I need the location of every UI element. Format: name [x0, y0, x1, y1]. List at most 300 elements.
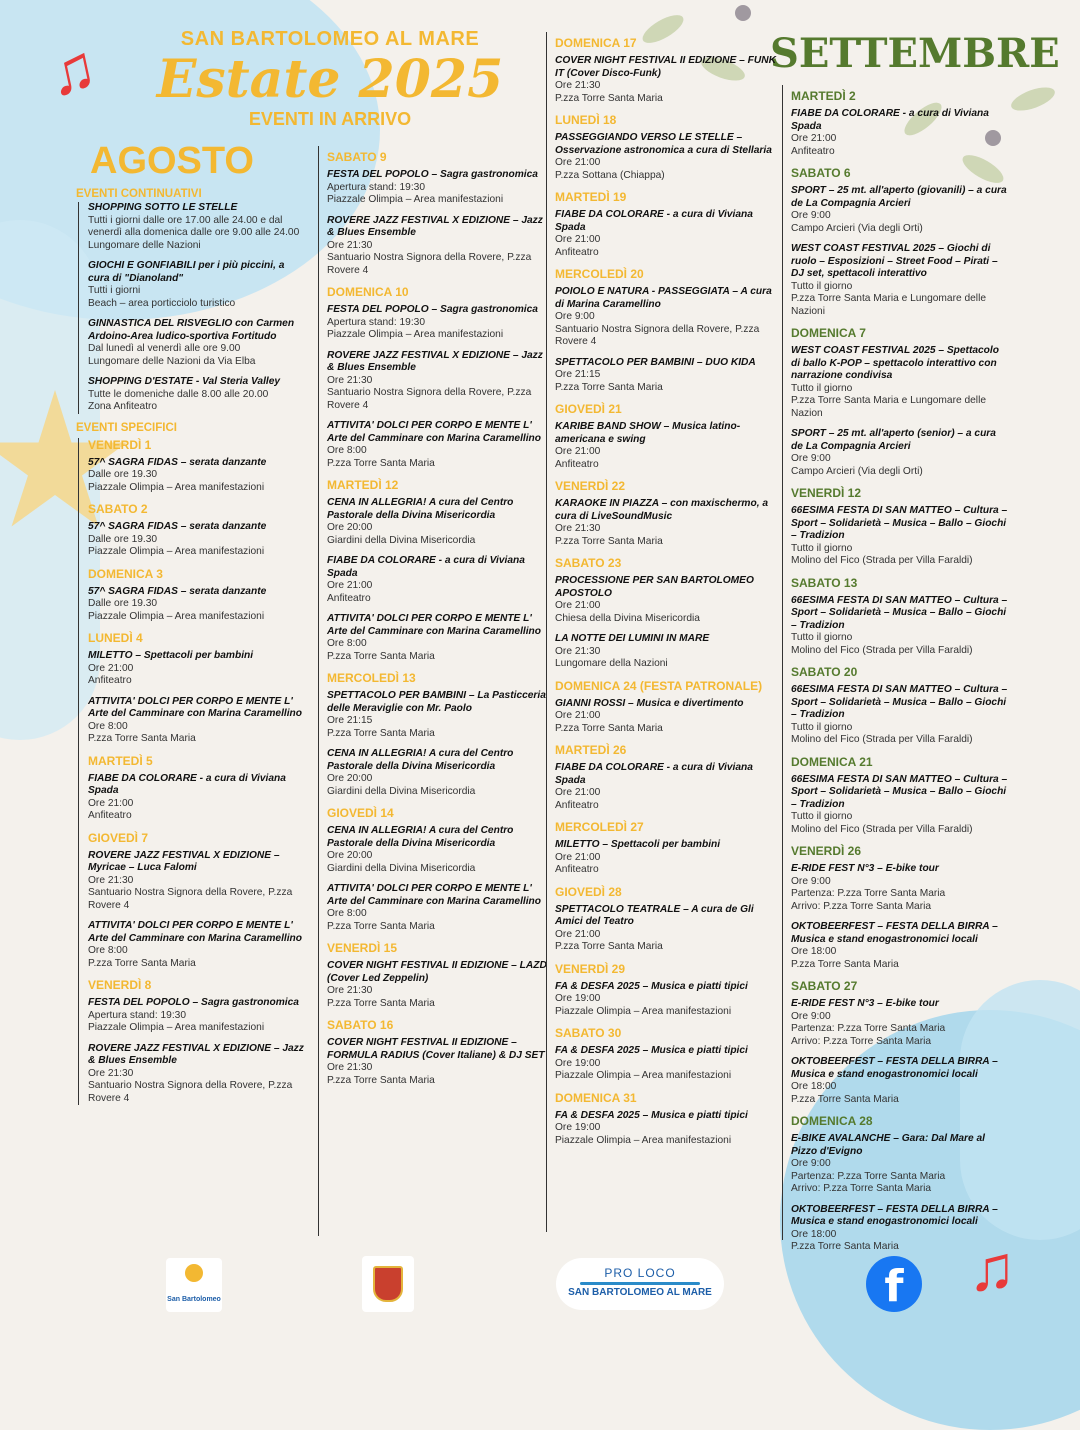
event-detail: Apertura stand: 19:30 [327, 316, 425, 328]
day-heading: GIOVEDÌ 14 [327, 806, 394, 820]
event-detail: Ore 9:00 [791, 1158, 831, 1169]
event-item [555, 357, 780, 395]
event-title: E-RIDE FEST N°3 – E-bike tour [791, 998, 939, 1009]
event-item [88, 1043, 304, 1106]
specifici-list [78, 438, 304, 1106]
event-title: LA NOTTE DEI LUMINI IN MARE [555, 633, 710, 644]
event-title: FIABE DA COLORARE - a cura di Viviana Spada [88, 772, 286, 796]
column-3 [546, 32, 780, 1232]
event-detail: P.zza Torre Santa Maria [327, 1074, 435, 1086]
day-heading: MERCOLEDÌ 20 [555, 267, 644, 281]
event-title: ATTIVITA' DOLCI PER CORPO E MENTE L' Arte del Camminare con Marina Caramellino [327, 613, 542, 637]
event-detail: Piazzale Olimpia – Area manifestazioni [555, 1070, 732, 1081]
event-title: CENA IN ALLEGRIA! A cura del Centro Pastorale della Divina Misericordia [327, 825, 514, 849]
music-note-icon: ♫ [41, 29, 103, 111]
event-detail: Partenza: P.zza Torre Santa Maria [791, 1023, 946, 1034]
event-title: FESTA DEL POPOLO – Sagra gastronomica [327, 304, 538, 315]
day-heading: MARTEDÌ 26 [555, 743, 627, 757]
day-heading: DOMENICA 3 [88, 566, 163, 581]
event-title: FIABE DA COLORARE - a cura di Viviana Spada [555, 209, 753, 233]
event-title: SHOPPING D'ESTATE - Val Steria Valley [88, 376, 281, 387]
event-detail: Ore 18:00 [791, 946, 837, 957]
event-detail: P.zza Torre Santa Maria [327, 997, 435, 1009]
event-detail: Piazzale Olimpia – Area manifestazioni [555, 1005, 732, 1017]
event-detail: Ore 21:00 [555, 787, 601, 798]
event-detail: Ore 20:00 [327, 773, 373, 784]
event-title: ROVERE JAZZ FESTIVAL X EDIZIONE – Jazz & Blues Ensemble [327, 214, 543, 238]
event-detail: Ore 9:00 [791, 1010, 831, 1022]
event-detail: Santuario Nostra Signora della Rovere, P.zza Rovere 4 [327, 252, 532, 276]
san-bartolomeo-logo [166, 1258, 222, 1312]
event-title: ROVERE JAZZ FESTIVAL X EDIZIONE – Jazz & Blues Ensemble [327, 349, 543, 373]
event-detail: Apertura stand: 19:30 [327, 181, 425, 193]
day-heading: SABATO 23 [555, 556, 622, 570]
event-item [88, 586, 304, 624]
event-title: COVER NIGHT FESTIVAL II EDIZIONE – FUNK IT (Cover Disco-Funk) [555, 55, 776, 79]
event-detail: Ore 9:00 [791, 210, 831, 221]
event-detail: P.zza Torre Santa Maria e Lungomare delle Nazioni [791, 293, 986, 317]
event-title: 66ESIMA FESTA DI SAN MATTEO – Cultura – Sport – Solidarietà – Musica – Ballo – Giochi – Tradizion [791, 773, 1008, 810]
event-detail: Tutto il giorno [791, 542, 853, 554]
section-title-specifici: EVENTI SPECIFICI [76, 421, 177, 434]
event-title: E-BIKE AVALANCHE – Gara: Dal Mare al Pizzo d'Evigno [791, 1133, 985, 1157]
event-item [791, 595, 1008, 658]
event-item [88, 260, 304, 310]
event-detail: Anfiteatro [555, 246, 599, 258]
event-detail: Beach – area porticciolo turistico [88, 297, 236, 309]
event-detail: Ore 8:00 [327, 638, 367, 649]
event-detail: Ore 21:00 [555, 446, 601, 457]
event-item [327, 1037, 550, 1087]
event-detail: Anfiteatro [88, 675, 132, 686]
event-item [555, 575, 780, 625]
logo-text: San Bartolomeo [167, 1296, 221, 1303]
event-detail: Ore 20:00 [327, 522, 373, 533]
poster-header [130, 28, 530, 130]
event-detail: P.zza Sottana (Chiappa) [555, 169, 665, 181]
column-2 [318, 146, 550, 1236]
day-heading: VENERDÌ 26 [791, 844, 862, 858]
event-item [555, 981, 780, 1019]
event-item [791, 774, 1008, 837]
day-heading: VENERDÌ 8 [88, 978, 152, 992]
day-heading: VENERDÌ 1 [88, 437, 152, 452]
day-heading: MARTEDÌ 19 [555, 190, 627, 204]
event-title: 66ESIMA FESTA DI SAN MATTEO – Cultura – Sport – Solidarietà – Musica – Ballo – Giochi – Tradizion [791, 505, 1008, 541]
event-title: COVER NIGHT FESTIVAL II EDIZIONE – LAZD (Cover Led Zeppelin) [327, 960, 547, 984]
event-detail: Anfiteatro [555, 864, 599, 875]
town-name: SAN BARTOLOMEO AL MARE [180, 28, 480, 50]
event-detail: Tutto il giorno [791, 632, 853, 643]
event-item [327, 883, 550, 933]
event-item [88, 696, 304, 746]
event-title: PROCESSIONE PER SAN BARTOLOMEO APOSTOLO [555, 575, 754, 599]
wave-icon [580, 1282, 700, 1285]
event-title: KARIBE BAND SHOW – Musica latino-americana e swing [555, 421, 741, 445]
event-title: ROVERE JAZZ FESTIVAL X EDIZIONE – Jazz & Blues Ensemble [88, 1042, 304, 1066]
event-item [791, 185, 1008, 235]
event-title: 66ESIMA FESTA DI SAN MATTEO – Cultura – Sport – Solidarietà – Musica – Ballo – Giochi – Tradizion [791, 594, 1008, 631]
event-detail: Piazzale Olimpia – Area manifestazioni [88, 610, 265, 622]
event-detail: P.zza Torre Santa Maria [327, 727, 435, 739]
event-detail: Piazzale Olimpia – Area manifestazioni [88, 546, 265, 557]
event-title: SPETTACOLO TEATRALE – A cura de Gli Amici del Teatro [555, 903, 754, 927]
event-detail: Ore 8:00 [88, 720, 128, 732]
event-title: GINNASTICA DEL RISVEGLIO con Carmen Ardoino-Area ludico-sportiva Fortitudo [88, 318, 295, 342]
month-title-settembre: SETTEMBRE [770, 30, 1060, 77]
olive-leaf [1008, 83, 1057, 116]
event-title: FA & DESFA 2025 – Musica e piatti tipici [555, 1109, 748, 1121]
event-detail: P.zza Torre Santa Maria [555, 92, 663, 104]
event-item [555, 633, 780, 671]
day-heading: SABATO 16 [327, 1018, 394, 1032]
event-title: 57^ SAGRA FIDAS – serata danzante [88, 521, 267, 532]
event-detail: Ore 21:00 [555, 710, 601, 721]
event-title: WEST COAST FESTIVAL 2025 – Spettacolo di ballo K-POP – spettacolo interattivo con narrazione condivisa [791, 345, 999, 381]
event-item [88, 997, 304, 1035]
event-title: WEST COAST FESTIVAL 2025 – Giochi di ruolo – Esposizioni – Street Food – Pirati – DJ set, spettacoli interattivo [791, 243, 998, 279]
event-detail: P.zza Torre Santa Maria [88, 957, 196, 969]
event-item [555, 1045, 780, 1083]
event-detail: Ore 8:00 [327, 908, 367, 919]
event-title: FA & DESFA 2025 – Musica e piatti tipici [555, 980, 748, 992]
event-detail: Ore 21:15 [555, 369, 601, 380]
event-title: SPETTACOLO PER BAMBINI – La Pasticceria delle Meraviglie con Mr. Paolo [327, 690, 546, 714]
day-heading: DOMENICA 17 [555, 36, 637, 50]
event-detail: Arrivo: P.zza Torre Santa Maria [791, 900, 932, 912]
event-detail: Ore 21:15 [327, 715, 373, 726]
event-detail: P.zza Torre Santa Maria [555, 722, 663, 734]
event-detail: Tutto il giorno [791, 382, 853, 394]
event-title: MILETTO – Spettacoli per bambini [88, 650, 254, 661]
event-detail: Santuario Nostra Signora della Rovere, P.zza Rovere 4 [88, 1080, 293, 1104]
event-detail: Tutti i giorni dalle ore 17.00 alle 24.00 e dal venerdì alla domenica dalle ore 9.00 alle 24.00 [88, 214, 300, 238]
event-item [88, 650, 304, 688]
event-title: 66ESIMA FESTA DI SAN MATTEO – Cultura – Sport – Solidarietà – Musica – Ballo – Giochi – Tradizion [791, 684, 1008, 720]
day-heading: SABATO 6 [791, 166, 851, 180]
event-title: OKTOBEERFEST – FESTA DELLA BIRRA – Musica e stand enogastronomici locali [791, 1056, 998, 1080]
event-detail: Arrivo: P.zza Torre Santa Maria [791, 1183, 932, 1194]
event-detail: Campo Arcieri (Via degli Orti) [791, 465, 923, 477]
event-title: CENA IN ALLEGRIA! A cura del Centro Pastorale della Divina Misericordia [327, 497, 514, 521]
event-detail: Campo Arcieri (Via degli Orti) [791, 222, 923, 234]
event-detail: Piazzale Olimpia – Area manifestazioni [88, 481, 265, 493]
event-item [327, 497, 550, 547]
event-detail: Tutto il giorno [791, 721, 853, 733]
event-detail: Ore 21:00 [555, 157, 601, 168]
day-heading: DOMENICA 10 [327, 285, 409, 299]
day-heading: LUNEDÌ 18 [555, 113, 617, 127]
event-detail: P.zza Torre Santa Maria [327, 920, 435, 932]
event-detail: Ore 19:00 [555, 1057, 601, 1069]
event-item [88, 521, 304, 559]
event-detail: Lungomare delle Nazioni da Via Elba [88, 355, 256, 367]
event-title: KARAOKE IN PIAZZA – con maxischermo, a cura di LiveSoundMusic [555, 498, 769, 522]
event-item [791, 1133, 1008, 1196]
month-title-agosto: AGOSTO [90, 140, 254, 182]
event-item [327, 555, 550, 605]
event-detail: Lungomare delle Nazioni [88, 239, 201, 251]
day-heading: VENERDÌ 29 [555, 961, 626, 976]
event-item [88, 773, 304, 823]
event-title: ATTIVITA' DOLCI PER CORPO E MENTE L' Arte del Camminare con Marina Caramellino [327, 420, 542, 444]
event-detail: Arrivo: P.zza Torre Santa Maria [791, 1035, 932, 1047]
event-item [555, 209, 780, 259]
event-title: SPORT – 25 mt. all'aperto (senior) – a cura de La Compagnia Arcieri [791, 428, 996, 452]
day-heading: VENERDÌ 15 [327, 941, 398, 955]
event-title: SPETTACOLO PER BAMBINI – DUO KIDA [555, 356, 756, 368]
column-4 [782, 85, 1008, 1252]
event-item [327, 690, 550, 740]
event-detail: Anfiteatro [791, 145, 835, 157]
event-item [555, 498, 780, 548]
event-title: FESTA DEL POPOLO – Sagra gastronomica [88, 997, 299, 1008]
event-title: OKTOBEERFEST – FESTA DELLA BIRRA – Musica e stand enogastronomici locali [791, 921, 998, 945]
continuativi-list [78, 202, 304, 414]
event-item [791, 345, 1008, 420]
event-item [88, 850, 304, 913]
event-item [327, 350, 550, 413]
day-heading: LUNEDÌ 4 [88, 631, 143, 645]
event-item [327, 825, 550, 875]
event-detail: Ore 21:00 [88, 662, 134, 674]
event-detail: P.zza Torre Santa Maria [555, 941, 663, 952]
event-item [555, 698, 780, 736]
event-detail: Ore 19:00 [555, 993, 601, 1004]
event-detail: P.zza Torre Santa Maria [791, 958, 899, 970]
event-item [327, 960, 550, 1010]
event-detail: P.zza Torre Santa Maria [327, 457, 435, 469]
event-detail: Dalle ore 19.30 [88, 533, 158, 545]
day-heading: DOMENICA 24 (FESTA PATRONALE) [555, 678, 763, 693]
event-detail: Chiesa della Divina Misericordia [555, 612, 700, 624]
day-heading: DOMENICA 21 [791, 754, 873, 769]
event-detail: Molino del Fico (Strada per Villa Faraldi) [791, 823, 973, 835]
event-title: GIANNI ROSSI – Musica e divertimento [555, 697, 744, 709]
event-detail: Ore 21:30 [555, 80, 601, 91]
event-item [555, 762, 780, 812]
event-detail: Anfiteatro [555, 458, 599, 470]
crest-shield-icon [373, 1266, 403, 1302]
day-heading: VENERDÌ 12 [791, 486, 862, 500]
event-detail: Ore 21:00 [555, 928, 601, 940]
event-detail: Dalle ore 19.30 [88, 469, 158, 480]
event-detail: P.zza Torre Santa Maria [555, 535, 663, 547]
event-item [327, 748, 550, 798]
event-detail: Santuario Nostra Signora della Rovere, P.zza Rovere 4 [327, 387, 532, 411]
event-item [555, 286, 780, 349]
day-heading: MARTEDÌ 12 [327, 478, 399, 492]
event-item [555, 55, 780, 105]
municipality-crest-logo [362, 1256, 414, 1312]
event-detail: Piazzale Olimpia – Area manifestazioni [327, 329, 504, 340]
event-item [791, 863, 1008, 913]
event-detail: Tutti i giorni [88, 285, 141, 296]
event-detail: Molino del Fico (Strada per Villa Faraldi) [791, 555, 973, 566]
event-detail: Ore 21:00 [327, 580, 373, 591]
event-title: FIABE DA COLORARE - a cura di Viviana Spada [791, 108, 989, 132]
event-detail: Piazzale Olimpia – Area manifestazioni [327, 194, 504, 205]
event-title: 57^ SAGRA FIDAS – serata danzante [88, 456, 267, 468]
day-heading: SABATO 9 [327, 150, 387, 164]
event-item [791, 243, 1008, 318]
event-detail: Ore 9:00 [791, 875, 831, 887]
event-item [555, 421, 780, 471]
event-detail: Piazzale Olimpia – Area manifestazioni [88, 1022, 265, 1033]
event-item [88, 376, 304, 414]
event-detail: Giardini della Divina Misericordia [327, 862, 476, 874]
event-item [555, 904, 780, 954]
day-heading: SABATO 13 [791, 575, 858, 590]
day-heading: MARTEDÌ 2 [791, 89, 856, 103]
event-detail: Ore 21:00 [88, 797, 134, 809]
event-detail: Dalle ore 19.30 [88, 598, 158, 609]
event-item [555, 1110, 780, 1148]
event-title: ROVERE JAZZ FESTIVAL X EDIZIONE – Myricae – Luca Falomi [88, 849, 280, 873]
event-detail: Ore 21:30 [327, 985, 373, 996]
day-heading: MERCOLEDÌ 13 [327, 671, 416, 685]
event-item [88, 318, 304, 368]
event-detail: Molino del Fico (Strada per Villa Faraldi) [791, 734, 973, 745]
event-detail: Ore 21:30 [327, 374, 373, 386]
event-detail: Anfiteatro [88, 810, 132, 821]
event-detail: Tutte le domeniche dalle 8.00 alle 20.00 [88, 388, 269, 400]
subtitle: EVENTI IN ARRIVO [248, 109, 412, 129]
event-item [791, 1204, 1008, 1254]
event-detail: Ore 21:00 [555, 851, 601, 863]
event-title: ATTIVITA' DOLCI PER CORPO E MENTE L' Arte del Camminare con Marina Caramellino [88, 920, 303, 944]
event-detail: Molino del Fico (Strada per Villa Faraldi) [791, 644, 973, 656]
event-title: OKTOBEERFEST – FESTA DELLA BIRRA – Musica e stand enogastronomici locali [791, 1203, 998, 1227]
event-detail: Ore 8:00 [88, 945, 128, 956]
event-title: POIOLO E NATURA - PASSEGGIATA – A cura di Marina Caramellino [555, 286, 772, 310]
event-detail: Ore 21:30 [555, 645, 601, 657]
event-item [791, 684, 1008, 747]
day-heading: MARTEDÌ 5 [88, 753, 153, 768]
event-detail: Anfiteatro [555, 799, 599, 811]
event-title: 57^ SAGRA FIDAS – serata danzante [88, 585, 267, 597]
event-title: FESTA DEL POPOLO – Sagra gastronomica [327, 169, 538, 180]
event-detail: P.zza Torre Santa Maria e Lungomare delle Nazion [791, 395, 986, 419]
event-title: MILETTO – Spettacoli per bambini [555, 839, 721, 850]
day-heading: SABATO 20 [791, 665, 858, 679]
day-heading: GIOVEDÌ 28 [555, 884, 622, 899]
event-detail: P.zza Torre Santa Maria [555, 381, 663, 393]
music-note-icon: ♫ [968, 1232, 1016, 1304]
day-heading: GIOVEDÌ 21 [555, 402, 622, 416]
facebook-icon[interactable]: f [866, 1256, 922, 1312]
event-title: FIABE DA COLORARE - a cura di Viviana Spada [327, 555, 525, 579]
event-title: SPORT – 25 mt. all'aperto (giovanili) – a cura de La Compagnia Arcieri [791, 185, 1007, 209]
event-detail: Ore 21:30 [327, 239, 373, 251]
event-detail: Partenza: P.zza Torre Santa Maria [791, 888, 946, 899]
event-title: COVER NIGHT FESTIVAL II EDIZIONE – FORMULA RADIUS (Cover Italiane) & DJ SET [327, 1037, 545, 1061]
event-detail: Giardini della Divina Misericordia [327, 534, 476, 546]
event-detail: Ore 8:00 [327, 445, 367, 456]
day-heading: VENERDÌ 22 [555, 479, 626, 493]
event-detail: Apertura stand: 19:30 [88, 1009, 186, 1021]
event-detail: P.zza Torre Santa Maria [88, 733, 196, 744]
event-detail: Ore 9:00 [555, 311, 595, 322]
day-heading: GIOVEDÌ 7 [88, 830, 149, 845]
event-item [791, 921, 1008, 971]
event-detail: Ore 21:30 [327, 1062, 373, 1073]
event-detail: Giardini della Divina Misericordia [327, 785, 476, 797]
event-title: SHOPPING SOTTO LE STELLE [88, 202, 238, 213]
event-detail: Lungomare della Nazioni [555, 658, 668, 669]
olive-berry [735, 5, 751, 21]
event-title: PASSEGGIANDO VERSO LE STELLE – Osservazione astronomica a cura di Stellaria [555, 132, 772, 156]
event-detail: P.zza Torre Santa Maria [327, 650, 435, 662]
event-detail: Zona Anfiteatro [88, 401, 158, 412]
day-heading: DOMENICA 28 [791, 1114, 873, 1128]
event-title: FA & DESFA 2025 – Musica e piatti tipici [555, 1045, 748, 1056]
event-item [791, 505, 1008, 568]
event-title: ATTIVITA' DOLCI PER CORPO E MENTE L' Arte del Camminare con Marina Caramellino [327, 883, 542, 907]
event-detail: Ore 21:30 [555, 523, 601, 534]
sun-icon [185, 1264, 203, 1282]
proloco-line2: SAN BARTOLOMEO AL MARE [568, 1287, 712, 1298]
day-heading: DOMENICA 31 [555, 1090, 637, 1105]
event-detail: Ore 19:00 [555, 1122, 601, 1133]
day-heading: SABATO 2 [88, 502, 148, 516]
event-item [555, 132, 780, 182]
event-detail: P.zza Torre Santa Maria [791, 1093, 899, 1105]
event-item [791, 998, 1008, 1048]
event-detail: Tutto il giorno [791, 811, 853, 822]
event-title: E-RIDE FEST N°3 – E-bike tour [791, 863, 939, 874]
event-item [88, 920, 304, 970]
event-detail: Ore 9:00 [791, 453, 831, 464]
event-title: CENA IN ALLEGRIA! A cura del Centro Pastorale della Divina Misericordia [327, 748, 514, 772]
event-detail: Dal lunedì al venerdì alle ore 9.00 [88, 343, 241, 354]
event-item [327, 420, 550, 470]
event-detail: Anfiteatro [327, 592, 371, 604]
event-item [555, 839, 780, 877]
day-heading: DOMENICA 7 [791, 326, 866, 340]
day-heading: SABATO 30 [555, 1026, 622, 1040]
event-title: ATTIVITA' DOLCI PER CORPO E MENTE L' Arte del Camminare con Marina Caramellino [88, 695, 303, 719]
event-detail: Tutto il giorno [791, 280, 853, 292]
day-heading: MERCOLEDÌ 27 [555, 820, 644, 834]
event-detail: Santuario Nostra Signora della Rovere, P.zza Rovere 4 [555, 323, 760, 347]
event-item [88, 457, 304, 495]
event-detail: Ore 18:00 [791, 1228, 837, 1240]
day-heading: SABATO 27 [791, 979, 858, 993]
event-detail: P.zza Torre Santa Maria [791, 1241, 899, 1252]
event-item [791, 428, 1008, 478]
event-item [791, 108, 1008, 158]
event-item [327, 613, 550, 663]
event-item [88, 202, 304, 252]
event-detail: Ore 21:30 [88, 874, 134, 886]
event-detail: Piazzale Olimpia – Area manifestazioni [555, 1134, 732, 1146]
event-detail: Ore 21:00 [555, 600, 601, 611]
event-title: FIABE DA COLORARE - a cura di Viviana Spada [555, 762, 753, 786]
event-item [327, 304, 550, 342]
estate-title: Estate 2025 [156, 49, 504, 110]
event-detail: Santuario Nostra Signora della Rovere, P.zza Rovere 4 [88, 887, 293, 911]
event-detail: Ore 21:00 [555, 234, 601, 245]
event-item [327, 215, 550, 278]
event-detail: Ore 18:00 [791, 1081, 837, 1092]
pro-loco-logo [556, 1258, 724, 1310]
event-detail: Ore 21:00 [791, 133, 837, 144]
event-detail: Partenza: P.zza Torre Santa Maria [791, 1170, 946, 1182]
event-item [791, 1056, 1008, 1106]
proloco-line1: PRO LOCO [604, 1266, 676, 1280]
column-1 [76, 185, 304, 1113]
